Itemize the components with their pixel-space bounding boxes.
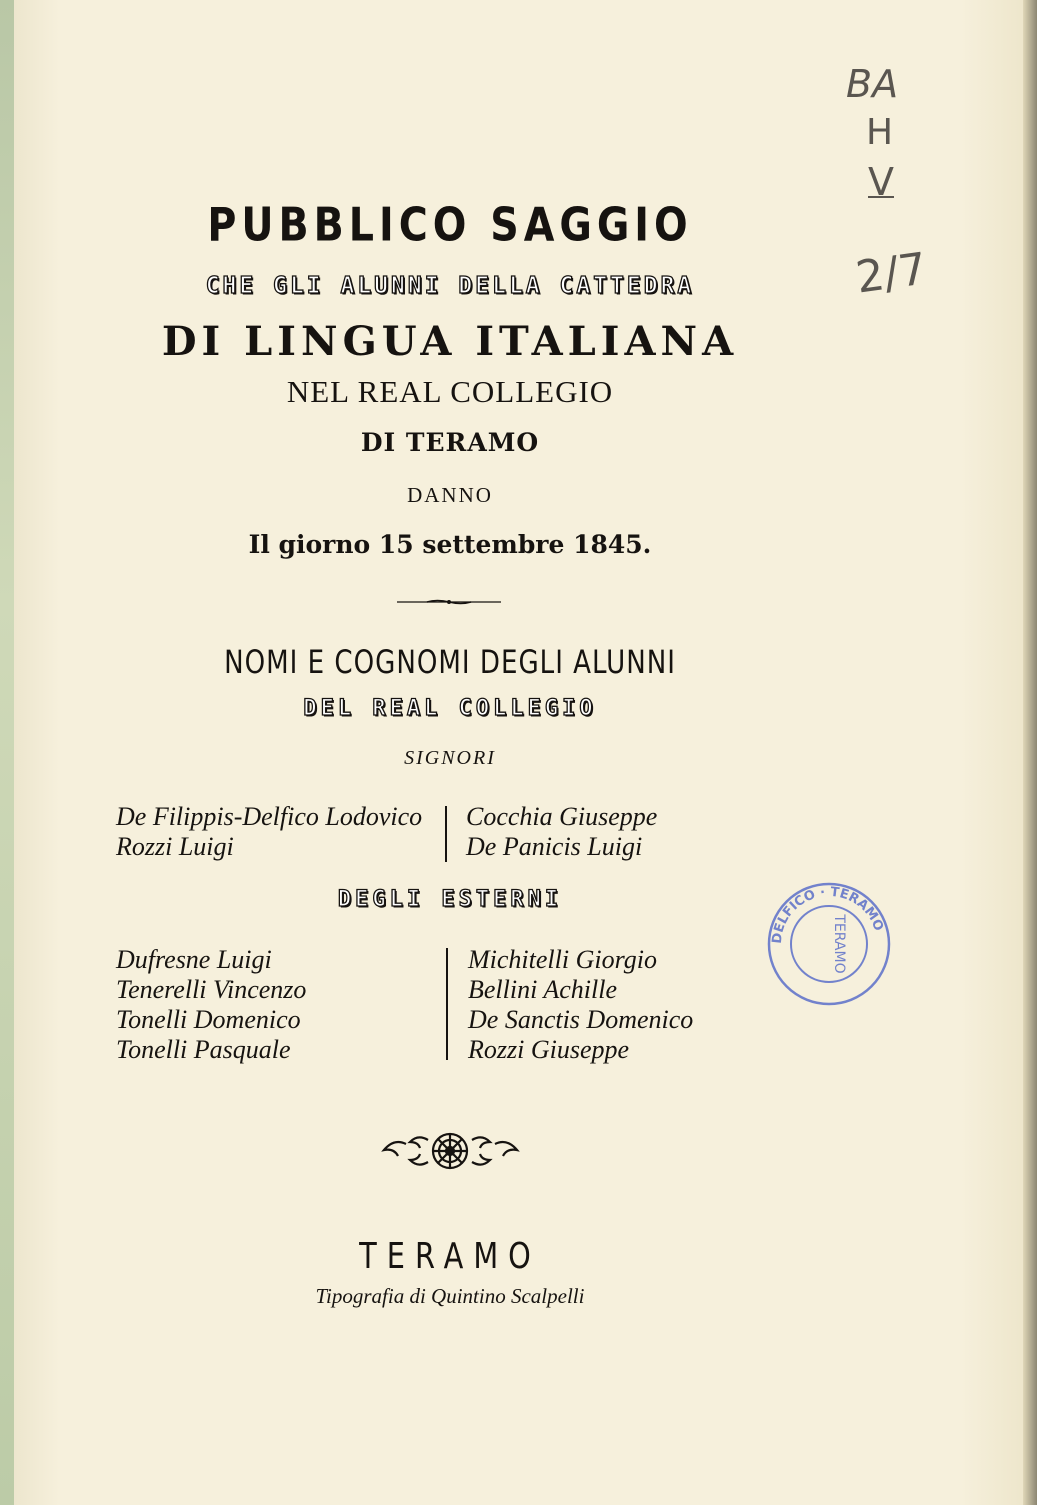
name-entry: Bellini Achille [468,975,617,1004]
column-divider [445,806,447,862]
title-pubblico-saggio: PUBBLICO SAGGIO [207,198,693,253]
column-divider [446,948,448,1060]
shelfmark-line-1: BA [846,62,899,106]
imprint-printer: Tipografia di Quintino Scalpelli [315,1284,585,1308]
external-names-right [468,945,693,1065]
title-danno: DANNO [407,483,493,507]
name-entry: Rozzi Luigi [116,832,234,861]
section-subheading-real-collegio: DEL REAL COLLEGIO [303,696,597,721]
name-entry: Dufresne Luigi [116,945,272,974]
title-real-collegio: NEL REAL COLLEGIO [286,374,614,409]
name-entry: De Sanctis Domenico [468,1005,694,1034]
name-entry: Rozzi Giuseppe [468,1035,630,1064]
external-names-left [116,945,306,1065]
library-stamp-icon [765,880,893,1008]
internal-names-left [116,802,422,862]
title-lingua-italiana: DI LINGUA ITALIANA [161,318,739,365]
title-di-teramo: DI TERAMO [360,428,540,457]
svg-text:DELFICO · TERAMO [770,885,886,945]
name-entry: Cocchia Giuseppe [466,802,658,831]
imprint-city: TERAMO [359,1235,541,1277]
shelfmark-line-2: H [866,112,894,153]
section-heading-nomi: NOMI E COGNOMI DEGLI ALUNNI [224,643,676,681]
name-entry: De Filippis-Delfico Lodovico [116,802,423,831]
stamp-outer-text: DELFICO · TERAMO [769,884,886,945]
shelfmark-line-3: V [868,160,894,204]
stamp-center-text: TERAMO [831,914,847,974]
internal-names-right [466,802,657,862]
shelfmark-line-4: 2/7 [852,243,931,304]
section-heading-esterni: DEGLI ESTERNI [337,887,563,912]
page-edge-shadow [1023,0,1037,1505]
name-entry: Michitelli Giorgio [468,945,657,974]
name-entry: Tonelli Pasquale [116,1035,291,1064]
title-date: Il giorno 15 settembre 1845. [248,530,652,559]
title-che-gli-alunni: CHE GLI ALUNNI DELLA CATTEDRA [205,273,695,299]
signori-label: SIGNORI [404,747,496,769]
name-entry: De Panicis Luigi [466,832,643,861]
name-entry: Tenerelli Vincenzo [116,975,307,1004]
decorative-rule [397,599,501,605]
ornament-icon [378,1126,523,1176]
name-entry: Tonelli Domenico [116,1005,301,1034]
